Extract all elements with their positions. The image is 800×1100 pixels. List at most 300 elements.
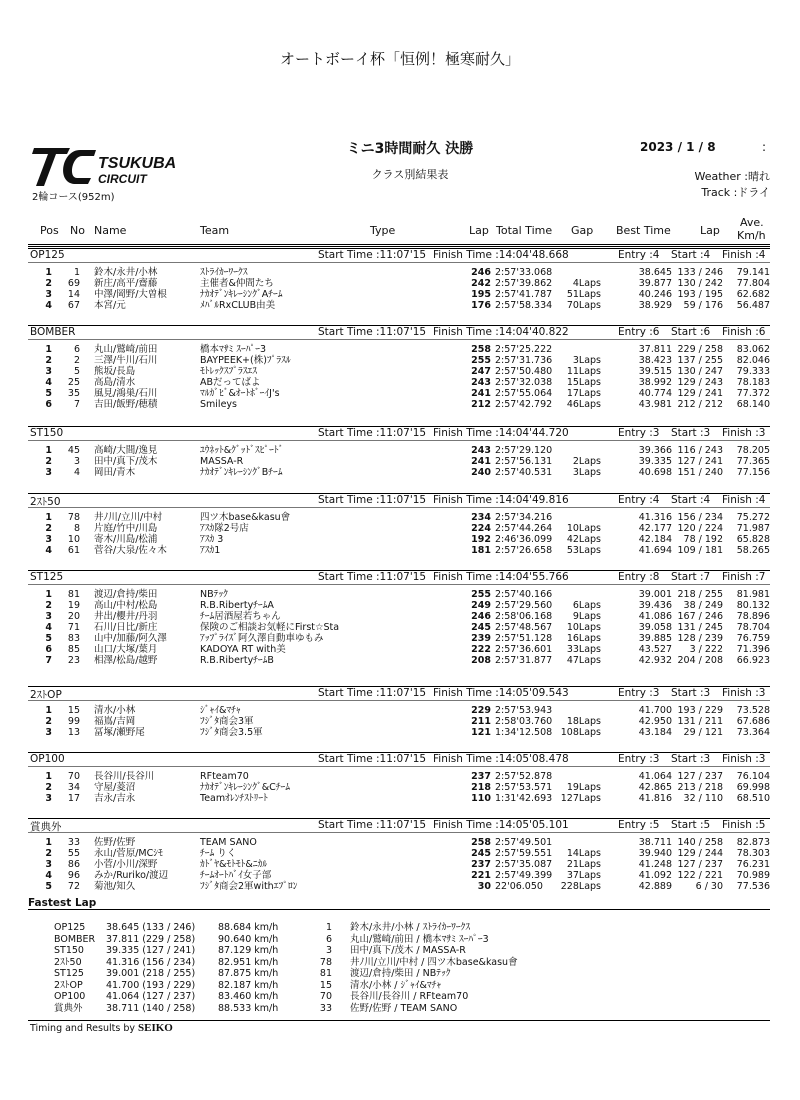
cell-no: 10: [67, 534, 80, 545]
fastest-lap-table: [28, 922, 770, 1014]
cell-pos: 3: [45, 727, 52, 738]
cell-best-lap: 229 / 258: [677, 344, 723, 355]
cell-pos: 6: [45, 644, 52, 655]
cell-ave: 62.682: [736, 289, 770, 300]
cell-laps: 258: [471, 837, 491, 848]
class-name: OP125: [30, 249, 65, 261]
cell-no: 85: [67, 644, 80, 655]
cell-pos: 1: [45, 512, 52, 523]
cell-best-lap: 133 / 246: [677, 267, 723, 278]
cell-no: 1: [73, 267, 80, 278]
cell-name: 岡田/青木: [94, 467, 136, 478]
cell-name: 寄木/川島/松浦: [94, 534, 158, 545]
track-label: Track :ドライ: [701, 186, 770, 199]
fast-no: 78: [319, 956, 332, 968]
cell-team: ｱｽｶ 3: [200, 534, 224, 545]
cell-pos: 2: [45, 355, 52, 366]
cell-total-time: 2:57'40.166: [495, 589, 553, 600]
cell-no: 69: [67, 278, 80, 289]
cell-gap: 11Laps: [566, 366, 601, 377]
fastest-lap-row: [28, 968, 770, 980]
cell-total-time: 2:57'29.120: [495, 445, 553, 456]
cell-name: みか/Ruriko/渡辺: [94, 870, 169, 881]
cell-name: 菅谷/大泉/佐々木: [94, 545, 167, 556]
fast-rider: 佐野/佐野 / TEAM SANO: [350, 1002, 458, 1014]
cell-team: ｶﾄﾞﾔ&ﾓﾄﾓﾄ&ﾆｶﾙ: [200, 859, 268, 870]
cell-name: 冨塚/瀬野尾: [94, 727, 145, 738]
cell-team: ﾕｳﾈｯﾄ&ｸﾞｯﾄﾞｽﾋﾟｰﾄﾞ: [200, 445, 284, 456]
cell-gap: 18Laps: [566, 716, 601, 727]
cell-total-time: 2:57'39.862: [495, 278, 553, 289]
cell-total-time: 2:57'52.878: [495, 771, 553, 782]
cell-pos: 1: [45, 837, 52, 848]
cell-pos: 2: [45, 456, 52, 467]
cell-ave: 79.333: [736, 366, 770, 377]
cell-best-time: 41.086: [638, 611, 672, 622]
class-name: 2ｽﾄ50: [30, 496, 61, 508]
fastest-lap-rule: [28, 909, 770, 910]
class-name: BOMBER: [30, 326, 76, 338]
class-header: [28, 752, 770, 767]
cell-laps: 240: [471, 467, 491, 478]
cell-best-time: 39.515: [638, 366, 672, 377]
cell-team: TEAM SANO: [200, 837, 257, 848]
cell-gap: 53Laps: [566, 545, 601, 556]
cell-best-lap: 32 / 110: [683, 793, 723, 804]
cell-team: ﾏﾙｶﾞﾋﾞ&ｵｰﾄﾎﾞｰｲJ's: [200, 388, 280, 399]
cell-best-lap: 151 / 240: [677, 467, 723, 478]
cell-best-time: 39.335: [638, 456, 672, 467]
header-kmh: Km/h: [737, 229, 766, 242]
fast-no: 6: [325, 933, 332, 945]
fast-speed: 88.684 km/h: [218, 922, 279, 933]
class-entry: Entry :3: [618, 753, 660, 765]
table-row: [28, 881, 770, 892]
cell-no: 23: [67, 655, 80, 666]
class-finished: Finish :4: [722, 249, 766, 261]
fast-time: 38.645 (133 / 246): [106, 922, 196, 933]
cell-pos: 2: [45, 600, 52, 611]
cell-gap: 17Laps: [566, 388, 601, 399]
cell-team: ｽﾄﾗｲｶｰﾜｰｸｽ: [200, 267, 248, 278]
cell-gap: 127Laps: [560, 793, 601, 804]
fastest-lap-row: [28, 1003, 770, 1015]
cell-best-lap: 3 / 222: [689, 644, 723, 655]
cell-laps: 242: [471, 278, 491, 289]
cell-name: 高崎/大間/逸見: [94, 445, 158, 456]
cell-laps: 246: [471, 267, 491, 278]
cell-name: 田中/真下/茂木: [94, 456, 158, 467]
class-finish-time: Finish Time :14:04'48.668: [433, 249, 569, 261]
class-name: OP100: [30, 753, 65, 765]
cell-no: 34: [67, 782, 80, 793]
cell-name: 長谷川/長谷川: [94, 771, 155, 782]
cell-total-time: 2:57'53.943: [495, 705, 553, 716]
cell-total-time: 22'06.050: [495, 881, 543, 892]
cell-pos: 2: [45, 716, 52, 727]
fast-rider: 井ﾉ川/立川/中村 / 四ツ木base&kasu會: [350, 956, 518, 968]
fast-class: OP125: [54, 922, 86, 933]
cell-ave: 77.365: [736, 456, 770, 467]
cell-total-time: 2:57'33.068: [495, 267, 553, 278]
cell-name: 守屋/菱沼: [94, 782, 136, 793]
cell-best-lap: 193 / 195: [677, 289, 723, 300]
fast-rider: 鈴木/永井/小林 / ｽﾄﾗｲｶｰﾜｰｸｽ: [350, 922, 471, 933]
cell-laps: 195: [471, 289, 491, 300]
cell-best-time: 38.992: [638, 377, 672, 388]
class-entry: Entry :3: [618, 427, 660, 439]
class-entry: Entry :5: [618, 819, 660, 831]
class-finish-time: Finish Time :14:05'05.101: [433, 819, 569, 831]
tsukuba-circuit-logo: [30, 146, 205, 188]
cell-ave: 77.804: [736, 278, 770, 289]
cell-best-lap: 38 / 249: [683, 600, 723, 611]
class-section: [28, 325, 770, 410]
cell-gap: 16Laps: [566, 633, 601, 644]
fast-rider: 清水/小林 / ｼﾞｬｲ&ﾏﾁｬ: [350, 979, 442, 991]
cell-ave: 76.231: [736, 859, 770, 870]
cell-pos: 5: [45, 881, 52, 892]
class-section: [28, 248, 770, 311]
cell-team: ｱｽｶ1: [200, 545, 221, 556]
fast-time: 39.335 (127 / 241): [106, 945, 196, 956]
cell-ave: 71.396: [736, 644, 770, 655]
cell-gap: 51Laps: [566, 289, 601, 300]
table-row: [28, 600, 770, 611]
cell-ave: 78.896: [736, 611, 770, 622]
cell-best-time: 41.316: [638, 512, 672, 523]
cell-ave: 76.104: [736, 771, 770, 782]
cell-no: 55: [67, 848, 80, 859]
cell-best-lap: 128 / 239: [677, 633, 723, 644]
cell-pos: 4: [45, 377, 52, 388]
cell-pos: 1: [45, 445, 52, 456]
cell-best-time: 41.700: [638, 705, 672, 716]
table-row: [28, 655, 770, 666]
cell-total-time: 2:57'35.087: [495, 859, 553, 870]
cell-best-lap: 129 / 241: [677, 388, 723, 399]
class-header: [28, 818, 770, 833]
cell-best-time: 39.877: [638, 278, 672, 289]
fast-time: 41.700 (193 / 229): [106, 979, 196, 991]
table-row: [28, 289, 770, 300]
cell-laps: 234: [471, 512, 491, 523]
class-start-time: Start Time :11:07'15: [318, 249, 427, 261]
fast-speed: 90.640 km/h: [218, 933, 279, 945]
header-best-lap: Lap: [700, 224, 720, 237]
table-row: [28, 727, 770, 738]
cell-total-time: 2:57'49.501: [495, 837, 553, 848]
fast-no: 81: [319, 968, 332, 979]
fast-class: BOMBER: [54, 933, 96, 945]
cell-total-time: 2:57'58.334: [495, 300, 553, 311]
cell-ave: 77.372: [736, 388, 770, 399]
table-row: [28, 278, 770, 289]
cell-team: ﾌｼﾞﾀ商会2軍withｴﾌﾟﾛﾝ: [200, 881, 298, 892]
class-finished: Finish :7: [722, 571, 766, 583]
class-finished: Finish :5: [722, 819, 766, 831]
fast-no: 70: [319, 991, 332, 1002]
header-lap: Lap: [469, 224, 489, 237]
cell-laps: 237: [471, 771, 491, 782]
class-section: [28, 686, 770, 738]
cell-team: ABだってばよ: [200, 377, 261, 388]
cell-best-time: 42.932: [638, 655, 672, 666]
table-row: [28, 388, 770, 399]
fast-class: 2ｽﾄOP: [54, 979, 83, 991]
cell-ave: 79.141: [736, 267, 770, 278]
class-finish-time: Finish Time :14:04'44.720: [433, 427, 569, 439]
cell-ave: 73.364: [736, 727, 770, 738]
class-section: [28, 818, 770, 892]
class-finish-time: Finish Time :14:04'40.822: [433, 326, 569, 338]
cell-pos: 3: [45, 859, 52, 870]
fast-rider: 田中/真下/茂木 / MASSA-R: [350, 945, 466, 956]
cell-laps: 229: [471, 705, 491, 716]
fast-speed: 82.187 km/h: [218, 979, 279, 991]
cell-gap: 10Laps: [566, 622, 601, 633]
class-section: [28, 570, 770, 666]
cell-laps: 243: [471, 377, 491, 388]
cell-pos: 3: [45, 289, 52, 300]
cell-no: 6: [73, 344, 80, 355]
cell-team: 四ツ木base&kasu會: [200, 512, 291, 523]
cell-team: ｼﾞｬｲ&ﾏﾁｬ: [200, 705, 241, 716]
cell-team: R.B.RibertyﾁｰﾑA: [200, 600, 274, 611]
cell-no: 15: [67, 705, 80, 716]
class-start-time: Start Time :11:07'15: [318, 819, 427, 831]
cell-laps: 211: [471, 716, 491, 727]
class-entry: Entry :4: [618, 249, 660, 261]
cell-best-lap: 193 / 229: [677, 705, 723, 716]
header-ave: Ave.: [740, 216, 764, 229]
cell-ave: 82.046: [736, 355, 770, 366]
fast-class: 賞典外: [54, 1002, 83, 1014]
cell-laps: 192: [471, 534, 491, 545]
cell-gap: 4Laps: [572, 278, 601, 289]
cell-pos: 3: [45, 793, 52, 804]
class-start-time: Start Time :11:07'15: [318, 571, 427, 583]
fast-no: 15: [319, 979, 332, 991]
cell-laps: 243: [471, 445, 491, 456]
cell-team: 保険のご相談お気軽にFirst☆Sta: [200, 622, 340, 633]
header-type: Type: [370, 224, 396, 237]
fast-time: 41.064 (127 / 237): [106, 991, 196, 1002]
fast-class: ST125: [54, 968, 84, 979]
cell-best-lap: 120 / 224: [677, 523, 723, 534]
cell-best-lap: 137 / 255: [677, 355, 723, 366]
cell-gap: 19Laps: [566, 782, 601, 793]
table-row: [28, 782, 770, 793]
cell-name: 永山/菅原/MCｼﾓ: [94, 848, 163, 859]
class-start-time: Start Time :11:07'15: [318, 326, 427, 338]
table-row: [28, 456, 770, 467]
cell-no: 20: [67, 611, 80, 622]
cell-laps: 247: [471, 366, 491, 377]
cell-pos: 1: [45, 589, 52, 600]
footer-text: Timing and Results by: [30, 1023, 135, 1034]
cell-pos: 1: [45, 771, 52, 782]
cell-team: ﾒﾊﾞﾙRxCLUB由美: [200, 300, 276, 311]
cell-ave: 56.487: [736, 300, 770, 311]
cell-best-time: 41.248: [638, 859, 672, 870]
cell-name: 丸山/鷲崎/前田: [94, 344, 158, 355]
cell-laps: 212: [471, 399, 491, 410]
fast-speed: 87.129 km/h: [218, 945, 279, 956]
class-started: Start :3: [671, 427, 711, 439]
cell-best-lap: 78 / 192: [683, 534, 723, 545]
fast-no: 33: [319, 1002, 332, 1014]
class-start-time: Start Time :11:07'15: [318, 687, 427, 699]
cell-gap: 70Laps: [566, 300, 601, 311]
table-row: [28, 644, 770, 655]
cell-name: 三澤/牛川/石川: [94, 355, 158, 366]
class-header: [28, 686, 770, 701]
cell-total-time: 2:57'56.131: [495, 456, 553, 467]
cell-pos: 2: [45, 782, 52, 793]
cell-total-time: 2:57'55.064: [495, 388, 553, 399]
header-best-time: Best Time: [616, 224, 671, 237]
class-section: [28, 752, 770, 804]
table-row: [28, 377, 770, 388]
cell-best-time: 43.184: [638, 727, 672, 738]
cell-total-time: 2:57'25.222: [495, 344, 553, 355]
cell-laps: 110: [471, 793, 491, 804]
cell-total-time: 2:57'59.551: [495, 848, 553, 859]
cell-best-time: 40.698: [638, 467, 672, 478]
cell-no: 7: [73, 399, 80, 410]
cell-pos: 5: [45, 388, 52, 399]
cell-ave: 78.205: [736, 445, 770, 456]
class-header: [28, 570, 770, 585]
table-row: [28, 545, 770, 556]
class-finished: Finish :6: [722, 326, 766, 338]
cell-best-lap: 6 / 30: [695, 881, 723, 892]
cell-best-lap: 167 / 246: [677, 611, 723, 622]
cell-total-time: 1:31'42.693: [495, 793, 553, 804]
cell-best-lap: 131 / 245: [677, 622, 723, 633]
cell-total-time: 2:58'03.760: [495, 716, 553, 727]
cell-name: 高山/中村/松島: [94, 600, 158, 611]
table-row: [28, 355, 770, 366]
cell-total-time: 2:57'26.658: [495, 545, 553, 556]
cell-total-time: 2:58'06.168: [495, 611, 553, 622]
cell-no: 96: [67, 870, 80, 881]
cell-best-time: 40.774: [638, 388, 672, 399]
cell-total-time: 2:57'36.601: [495, 644, 553, 655]
cell-best-lap: 29 / 121: [683, 727, 723, 738]
cell-best-lap: 156 / 234: [677, 512, 723, 523]
race-date: 2023 / 1 / 8: [640, 140, 716, 154]
cell-laps: 241: [471, 456, 491, 467]
cell-laps: 30: [477, 881, 491, 892]
cell-name: 井ﾉ川/立川/中村: [94, 512, 163, 523]
cell-ave: 77.156: [736, 467, 770, 478]
cell-pos: 4: [45, 622, 52, 633]
cell-best-time: 39.885: [638, 633, 672, 644]
cell-no: 13: [67, 727, 80, 738]
cell-pos: 3: [45, 534, 52, 545]
cell-no: 2: [73, 355, 80, 366]
table-row: [28, 716, 770, 727]
cell-ave: 67.686: [736, 716, 770, 727]
cell-gap: 47Laps: [566, 655, 601, 666]
cell-name: 石川/日比/新庄: [94, 622, 158, 633]
fast-rider: 長谷川/長谷川 / RFteam70: [350, 991, 469, 1002]
cell-ave: 69.998: [736, 782, 770, 793]
page-title: オートボーイ杯「恒例！極寒耐久」: [279, 50, 520, 68]
cell-laps: 222: [471, 644, 491, 655]
header-no: No: [70, 224, 85, 237]
cell-ave: 73.528: [736, 705, 770, 716]
cell-pos: 4: [45, 545, 52, 556]
cell-best-lap: 218 / 255: [677, 589, 723, 600]
cell-pos: 2: [45, 278, 52, 289]
cell-best-lap: 131 / 211: [677, 716, 723, 727]
cell-pos: 5: [45, 633, 52, 644]
cell-no: 99: [67, 716, 80, 727]
cell-name: 菊池/知久: [94, 881, 136, 892]
race-subtitle: クラス別結果表: [371, 168, 449, 181]
table-row: [28, 705, 770, 716]
fast-time: 38.711 (140 / 258): [106, 1002, 196, 1014]
cell-gap: 21Laps: [566, 859, 601, 870]
fast-class: OP100: [54, 991, 86, 1002]
cell-team: Teamｵﾚﾝﾁｽﾄﾘｰﾄ: [200, 793, 268, 804]
cell-best-time: 42.177: [638, 523, 672, 534]
cell-ave: 68.510: [736, 793, 770, 804]
cell-team: R.B.RibertyﾁｰﾑB: [200, 655, 274, 666]
cell-no: 72: [67, 881, 80, 892]
cell-pos: 4: [45, 870, 52, 881]
cell-team: 橋本ﾏｻﾐ ｽｰﾊﾟｰ3: [200, 344, 267, 355]
header-team: Team: [200, 224, 230, 237]
fast-speed: 88.533 km/h: [218, 1002, 279, 1014]
table-row: [28, 870, 770, 881]
cell-name: 高島/清水: [94, 377, 136, 388]
cell-no: 78: [67, 512, 80, 523]
cell-team: BAYPEEK+(株)ﾌﾟﾗｽﾙ: [200, 355, 291, 366]
cell-best-time: 40.246: [638, 289, 672, 300]
cell-name: 清水/小林: [94, 705, 136, 716]
cell-team: ﾅｶｵﾃﾞﾝｷﾚｰｼﾝｸﾞBﾁｰﾑ: [200, 467, 283, 478]
cell-laps: 224: [471, 523, 491, 534]
cell-no: 35: [67, 388, 80, 399]
table-row: [28, 771, 770, 782]
cell-team: RFteam70: [200, 771, 249, 782]
cell-gap: 2Laps: [572, 456, 601, 467]
fastest-lap-row: [28, 991, 770, 1003]
cell-laps: 255: [471, 589, 491, 600]
cell-ave: 80.132: [736, 600, 770, 611]
fast-speed: 83.460 km/h: [218, 991, 279, 1002]
header-pos: Pos: [40, 224, 59, 237]
fast-class: ST150: [54, 945, 84, 956]
cell-no: 45: [67, 445, 80, 456]
cell-laps: 221: [471, 870, 491, 881]
cell-name: 中澤/岡野/大曽根: [94, 289, 167, 300]
cell-total-time: 2:57'51.128: [495, 633, 553, 644]
class-name: 賞典外: [30, 821, 62, 833]
cell-gap: 15Laps: [566, 377, 601, 388]
cell-pos: 1: [45, 344, 52, 355]
cell-team: ﾁｰﾑ りく: [200, 848, 237, 859]
cell-team: ﾅｶｵﾃﾞﾝｷﾚｰｼﾝｸﾞ&Cﾁｰﾑ: [200, 782, 291, 793]
table-row: [28, 837, 770, 848]
fast-speed: 87.875 km/h: [218, 968, 279, 979]
race-title: ミニ3時間耐久 決勝: [346, 141, 474, 157]
class-header: [28, 426, 770, 441]
